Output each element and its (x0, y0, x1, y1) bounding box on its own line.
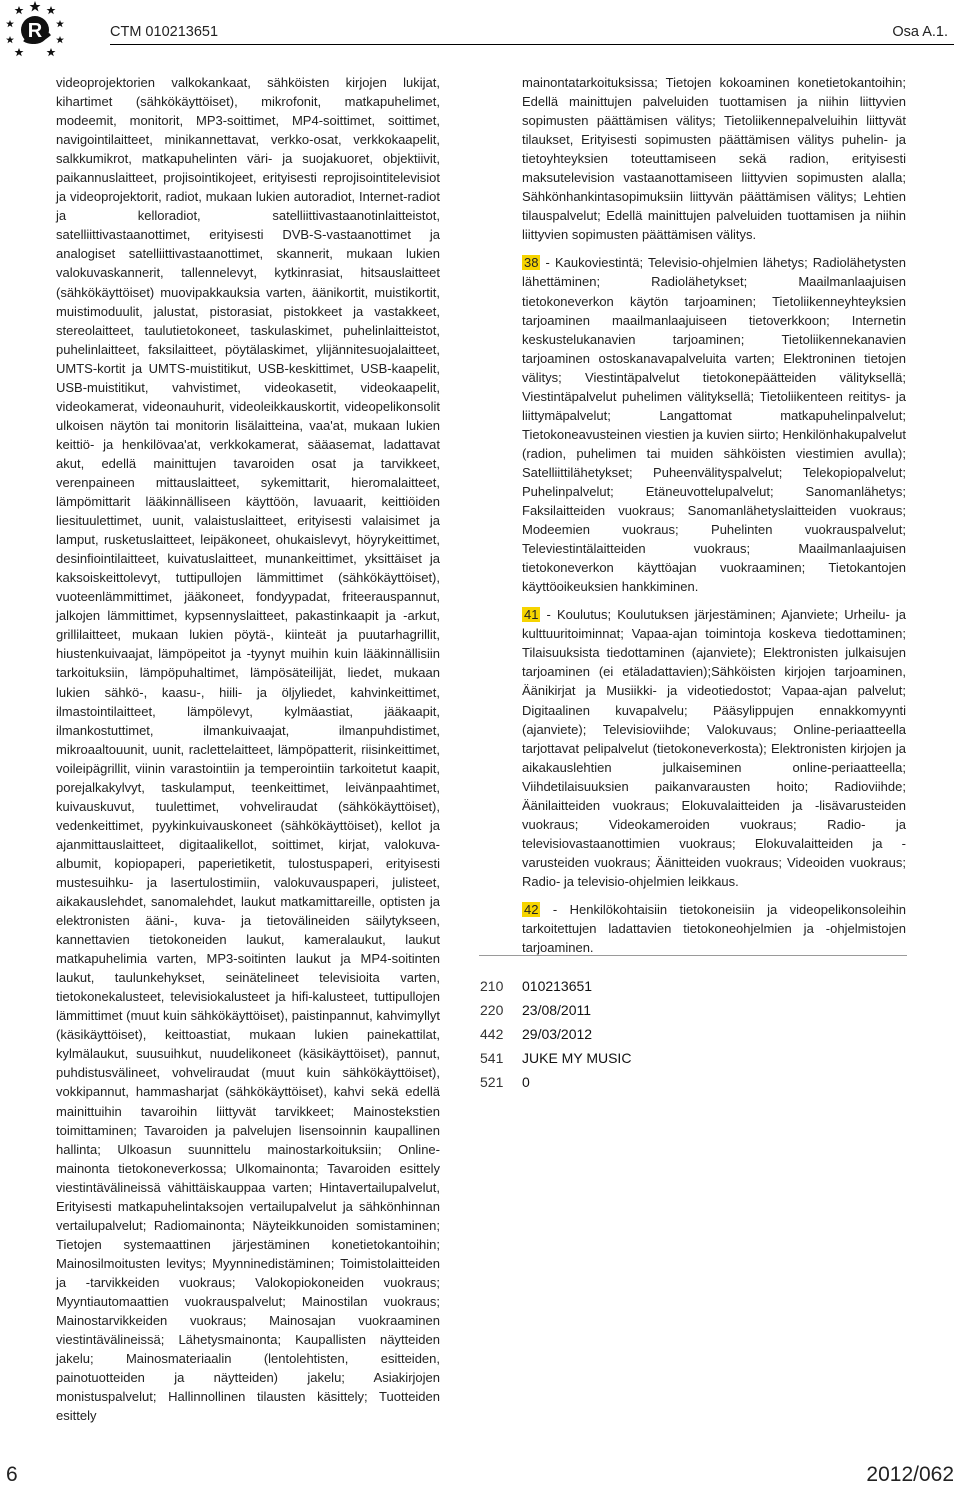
class-code-badge: 38 (524, 255, 539, 271)
meta-row (480, 978, 631, 1002)
inid-code: 541 (480, 1050, 504, 1066)
inid-value: 0 (522, 1074, 530, 1090)
bibliographic-data (480, 978, 631, 1098)
class-41-entry (522, 605, 906, 891)
meta-row (480, 1050, 631, 1074)
inid-value: 23/08/2011 (522, 1002, 592, 1018)
meta-row (480, 1074, 631, 1098)
svg-text:R: R (27, 20, 43, 42)
inid-code: 521 (480, 1074, 504, 1090)
class-41-text: - Koulutus; Koulutuksen järjestäminen; Ajanviete; Urheilu- ja kulttuuritoiminnat; Vapaa-ajan toimintoja koskeva tiedottaminen; Tilaisuuksista tiedottaminen (ajanviete); Elektronisten julkaisujen tarjoaminen (ei etäladattavien);Sähköisten kirjojen tarjoaminen, Äänikirjat ja Musiikki- ja videotiedostot; Vapaa-ajan palvelut; Digitaalinen kuvapalvelu; Pääsylippujen ennakkomyynti (ajanviete); Televisioviihde; Valokuvaus; Online-periaatteella tarjottavat pelipalvelut (tietokoneverkosta); Elektronisten kirjojen ja aikakauslehtien julkaiseminen online-periaatteella; Viihdetilaisuuksien paikanvarausten hoito; Radioviihde; Äänilaitteiden vuokraus; Elokuvalaitteiden ja -lisävarusteiden vuokraus; Videokameroiden vuokraus; Radio- ja televisiovastaanottimien vuokraus; Elokuvalaitteiden ja -varusteiden vuokraus; Äänitteiden vuokraus; Videoiden vuokraus; Radio- ja televisio-ohjelmien leikkaus. (522, 607, 906, 889)
class-38-entry (522, 253, 906, 596)
right-column (522, 73, 906, 966)
class-38-text: - Kaukoviestintä; Televisio-ohjelmien lähetys; Radiolähetysten lähettäminen; Radiolähetykset; Maailmanlaajuisen tietokoneverkon käytön tarjoaminen; Tietoliikenneyhteyksien tarjoaminen maailmanlaajuiseen tietoverkkoon; Internetin keskustelukanavien tarjoaminen; Tietoliikennekanavien tarjoaminen ostoskanavapalveluita varten; Elektroninen tietojen välitys; Viestintäpalvelut tietokonepäätteiden välityksellä; Viestintäpalvelut puhelimen välityksellä; Tietoliikenteen reititys- ja liittymäpalvelut; Langattomat matkapuhelinpalvelut; Tietokoneavusteinen viestien ja kuvien siirto; Henkilönhakupalvelut (radion, puhelimen tai muiden sähköisten viestimien avulla); Satelliittilähetykset; Puheenvälityspalvelut; Telekopiopalvelut; Puhelinpalvelut; Etäneuvottelupalvelut; Sanomanlähetys; Faksilaitteiden vuokraus; Sanomanlähetyslaitteiden vuokraus; Modeemien vuokraus; Puhelinten vuokrauspalvelut; Televiestintälaitteiden vuokraus; Maailmanlaajuisen tietokoneverkon käyttöajan vuokraaminen; Tietokantojen käyttöoikeuksien hankkiminen. (522, 255, 906, 595)
section-label: Osa A.1. (892, 24, 948, 40)
inid-value: JUKE MY MUSIC (522, 1050, 632, 1066)
meta-row (480, 1026, 631, 1050)
meta-row (480, 1002, 631, 1026)
class-42-text: - Henkilökohtaisiin tietokoneisiin ja videopelikonsoleihin tarkoitettujen ladattavien tietokoneohjelmien ja -ohjelmistojen tarjoaminen. (522, 901, 906, 956)
euipo-logo-icon (4, 0, 66, 58)
document-number: CTM 010213651 (110, 24, 219, 40)
left-column-text: videoprojektorien valkokankaat, sähköisten kirjojen lukijat, kihartimet (sähkökäyttöiset), mikrofonit, matkapuhelimet, modeemit, monitorit, MP3-soittimet, MP4-soittimet, soittimet, navigointilaitteet, minikannettavat, verkko-osat, verkkokaapelit, salkkumikrot, matkapuhelinten väri- ja suojakuoret, objektiivit, paikannuslaitteet, projisointikojeet, erityisesti reprojisointitelevisiot ja videoprojektorit, radiot, mukaan lukien autoradiot, Internet-radiot ja kelloradiot, satelliittivastaanotinlaitteistot, satelliittivastaanottimet, erityisesti DVB-S-vastaanottimet ja analogiset satelliittivastaanottimet, skannerit, mukaan lukien valokuvaskannerit, tallennelevyt, kytkinrasiat, hitsauslaitteet (sähkökäyttöiset) muovipakkauksia varten, äänikortit, muistikortit, muistimoduulit, jalustat, pistorasiat, pistokkeet ja vastakkeet, stereolaitteet, taulutietokoneet, taskulaskimet, puhelinlaitteistot, puhelinlaitteet, faksilaitteet, pöytälaskimet, ylijännitesuojalaitteet, UMTS-kortit ja UMTS-muistitikut, USB-keskittimet, USB-kaapelit, USB-muistitikut, vahvistimet, videokasetit, videokaapelit, videokamerat, videonauhurit, videoleikkauskortit, videopelikonsolit ulkoisen näytön tai monitorin lisälaitteina, vaa'at, mukaan lukien keittiö- ja henkilövaa'at, verkkokamerat, sääasemat, ladattavat akut, edellä mainittujen tavaroiden osat ja tarvikkeet, verenpaineen mittauslaitteet, sykemittarit, hieromalaitteet, lämpömittarit lääkinnälliseen käyttöön, lavuaarit, keittiöiden liesituulettimet, uunit, valaistuslaitteet, erityisesti valaisimet ja lamput, rusketuslaitteet, leipäkoneet, ohukaislevyt, höyrykeittimet, desinfiointilaitteet, kuivatuslaitteet, munankeittimet, yksittäiset ja kaksoiskeittolevyt, tuttipullojen lämmittimet (sähkökäyttöiset), vuoteenlämmittimet, jääkoneet, fondyypadat, friteerauspannut, jalkojen lämmittimet, kypsennyslaitteet, pakastinkaapit ja -arkut, grillilaitteet, mukaan lukien pöytä-, kiinteät ja puutarhagrillit, hiustenkuivaajat, lämpöpeitot ja -tyynyt muihin kuin lääkinnällisiin tarkoituksiin, lämpöpuhaltimet, lämpösäteilijät, liedet, mukaan lukien sähkö-, kaasu-, hiili- ja öljyliedet, kahvinkeittimet, ilmastointilaitteet, lämpölevyt, kylmäastiat, jääkaapit, ilmankostuttimet, ilmankuivaajat, ilmanpuhdistimet, mikroaaltouunit, uunit, raclettelaitteet, lämpöpatterit, riisinkeittimet, voileipägrillit, viinin varastointiin ja temperointiin tarkoitetut kaapit, porejalkakylvyt, taskulamput, teenkeittimet, leivänpaahtimet, kuivauskuvut, tuulettimet, vohveliraudat (sähkökäyttöiset), vedenkeittimet, pyykinkuivauskoneet (sähkökäyttöiset), kellot ja ajanmittauslaitteet, digitaalikellot, soittimet, kirjat, valokuva-albumit, kopiopaperi, paperietiketit, tulostuspaperi, erityisesti mustesuihku- ja lasertulostimiin, valokuvauspaperi, julisteet, aikakauslehdet, sanomalehdet, laukut matkamittareille, optisten ja elektronisten ääni-, kuva- ja tietovälineiden säilytykseen, kannettavien tietokoneiden laukut, kameralaukut, laukut matkapuhelimia varten, MP3-soitinten laukut ja MP4-soitinten laukut, taulunkehykset, seinätelineet televisioita varten, tietokonekalusteet, televisiokalusteet ja hifi-kalusteet, tuttipullojen lämmittimet (muut kuin sähkökäyttöiset), paistinpannut, kahvimyllyt (käsikäyttöiset), keittoastiat, mukaan lukien painekattilat, kylmälaukut, suusuihkut, nuudelikoneet (käsikäyttöiset), pannut, puhdistusvälineet, vohveliraudat (muut kuin sähkökäyttöiset), vokkipannut, hammasharjat (sähkökäyttöiset), kahvi sekä edellä mainittuihin tavaroihin liittyvät tarvikkeet; Mainostekstien toimittaminen; Tavaroiden ja palvelujen lisensoinnin kaupallinen hallinta; Ulkoasun suunnittelu mainostarkoituksiin; Online-mainonta tietokoneverkossa; Ulkomainonta; Tavaroiden esittely viestintävälineissä vähittäiskauppaa varten; Hintavertailupalvelut, Erityisesti matkapuhelintaksojen vertailupalvelut ja sähkönhinnan vertailupalvelut; Radiomainonta; Näyteikkunoiden somistaminen; Tietojen systemaattinen järjestäminen konetietokantoihin; Mainosilmoitusten levitys; Myynninedistäminen; Toimistolaitteiden ja -tarvikkeiden vuokraus; Valokopiokoneiden vuokraus; Myyntiautomaattien vuokrauspalvelut; Mainostilan vuokraus; Mainostarvikkeiden vuokraus; Mainosajan vuokraaminen viestintävälineissä; Lähetysmainonta; Kaupallisten näytteiden jakelu; Mainosmateriaalin (lentolehtisten, esitteiden, painotuotteiden ja näytteiden) jakelu; Asiakirjojen monistuspalvelut; Hallinnollinen tilausten käsittely; Tuotteiden esittely (56, 75, 440, 1424)
inid-code: 210 (480, 978, 504, 994)
class-code-badge: 41 (524, 607, 539, 623)
section-divider (479, 955, 907, 956)
inid-code: 220 (480, 1002, 504, 1018)
right-column-intro: mainontatarkoituksissa; Tietojen kokoaminen konetietokantoihin; Edellä mainittujen palveluiden tuottamisen ja niihin liittyvien sopimusten päättämisen välitys; Tietoliikennepalveluihin liittyvät tilaukset, Erityisesti sopimusten päättämisen välitys puhelin- ja tietoyhteyksien toteuttamiseen sekä radion, erityisesti maksutelevision vastaanottamiseen liittyvien sopimusten alalla; Sähkönhankintasopimuksiin liittyvän päättämisen välitys; Lehtien tilauspalvelut; Edellä mainittujen palveluiden tuottamisen ja niihin liittyvien sopimusten päättämisen välitys. (522, 75, 906, 243)
inid-value: 29/03/2012 (522, 1026, 593, 1042)
header-rule (110, 44, 954, 45)
class-code-badge: 42 (524, 901, 539, 917)
class-42-entry (522, 900, 906, 957)
inid-code: 442 (480, 1026, 504, 1042)
page-number: 6 (6, 1463, 18, 1486)
inid-value: 010213651 (522, 978, 593, 994)
bulletin-issue: 2012/062 (866, 1463, 954, 1486)
